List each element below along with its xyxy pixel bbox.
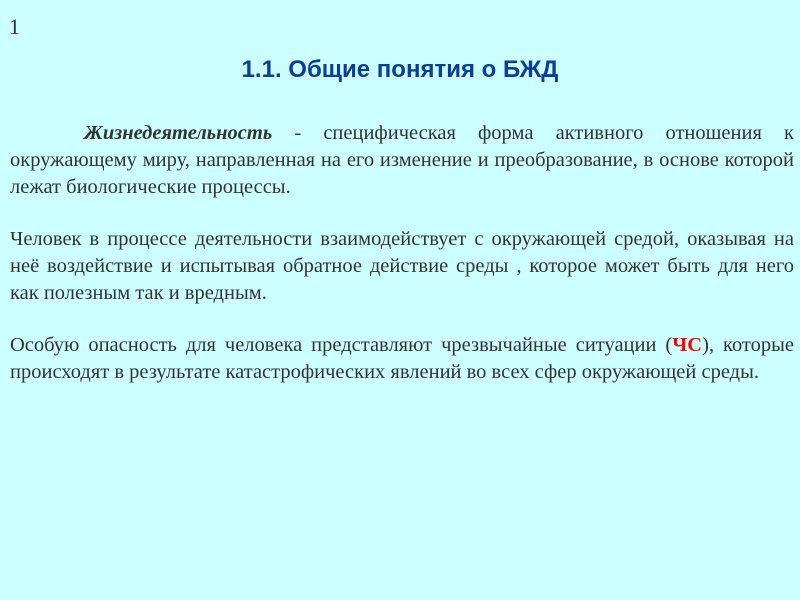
emergency-abbreviation: ЧС	[672, 334, 703, 356]
slide-number: 1	[9, 14, 20, 39]
emergency-text-after: ), которые происходят в результате катастрофических явлений во всех сфер окружающей среды.	[10, 334, 794, 383]
term-life-activity: Жизнедеятельность	[84, 122, 273, 144]
slide-content	[10, 120, 794, 411]
paragraph-definition	[10, 120, 794, 201]
emergency-text-before: Особую опасность для человека представляют чрезвычайные ситуации (	[10, 334, 673, 356]
paragraph-interaction: Человек в процессе деятельности взаимодействует с окружающей средой, оказывая на неё воздействие и испытывая обратное действие среды , которое может быть для него как полезным так и вредным.	[10, 228, 794, 304]
slide-title: 1.1. Общие понятия о БЖД	[241, 56, 559, 83]
paragraph-emergency	[10, 332, 794, 386]
definition-text: - специфическая форма активного отношения к окружающему миру, направленная на его изменение и преобразование, в основе которой лежат биологические процессы.	[10, 122, 794, 198]
